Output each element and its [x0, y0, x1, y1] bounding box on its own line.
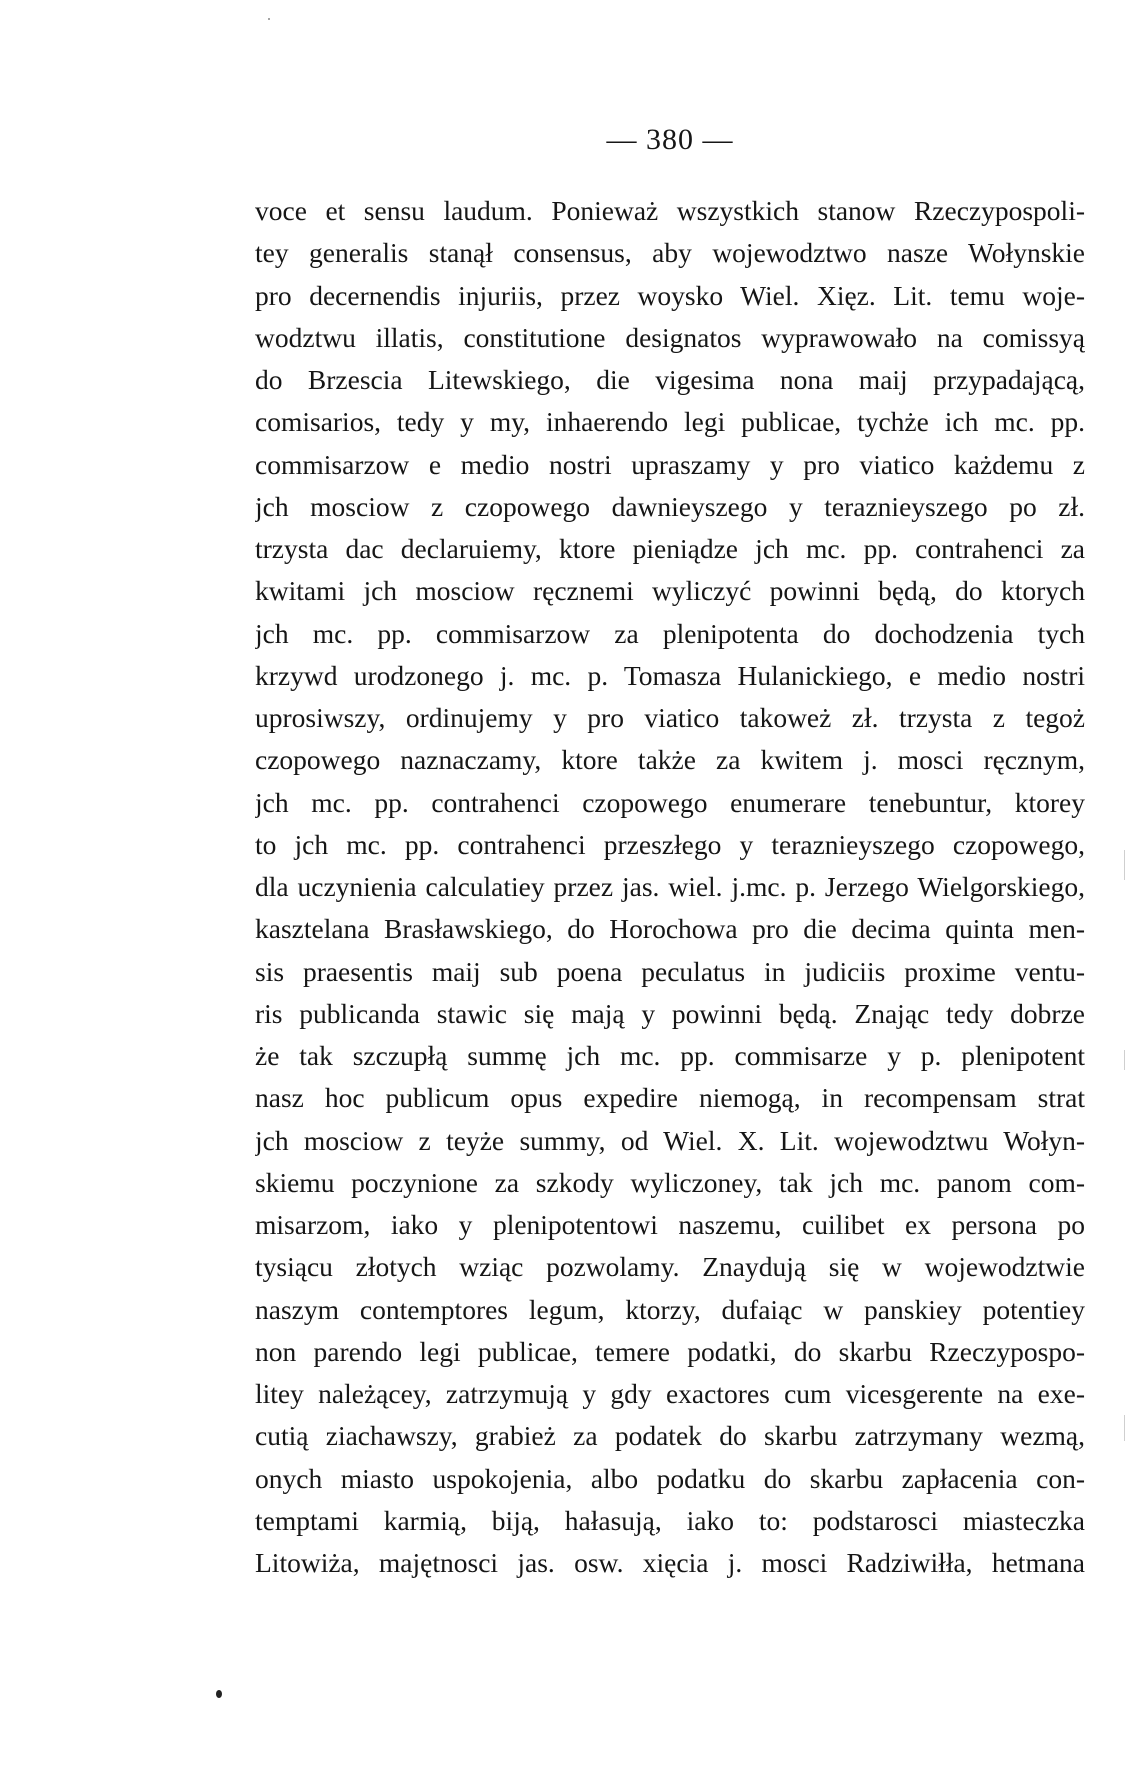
text-line: sis praesentis maij sub poena peculatus in judiciis proxime ventu- [255, 955, 1085, 987]
text-line: tysiącu złotych wziąc pozwolamy. Znaydują się w wojewodztwie [255, 1251, 1085, 1283]
text-line: uprosiwszy, ordinujemy y pro viatico takoweż zł. trzysta z tegoż [255, 702, 1085, 733]
scan-edge-mark [1124, 1050, 1125, 1070]
text-line: krzywd urodzonego j. mc. p. Tomasza Hulanickiego, e medio nostri [255, 659, 1085, 691]
text-line: do Brzescia Litewskiego, die vigesima nona maij przypadającą, [255, 364, 1085, 395]
text-line: temptami karmią, biją, hałasują, iako to: podstarosci miasteczka [255, 1504, 1085, 1536]
text-line: trzysta dac declaruiemy, ktore pieniądze jch mc. pp. contrahenci za [255, 533, 1085, 564]
text-line: kwitami jch mosciow ręcznemi wyliczyć powinni będą, do ktorych [255, 575, 1085, 607]
text-line: litey należącey, zatrzymują y gdy exactores cum vicesgerente na exe- [255, 1378, 1085, 1409]
text-line: Litowiża, majętnosci jas. osw. xięcia j. mosci Radziwiłła, hetmana [255, 1547, 1085, 1578]
text-line: jch mosciow z teyże summy, od Wiel. X. Lit. wojewodztwu Wołyn- [255, 1124, 1085, 1156]
text-line: wodztwu illatis, constitutione designatos wyprawowało na comissyą [255, 321, 1085, 353]
text-line: to jch mc. pp. contrahenci przeszłego y teraznieyszego czopowego, [255, 828, 1085, 860]
text-line: onych miasto uspokojenia, albo podatku do skarbu zapłacenia con- [255, 1462, 1085, 1494]
text-line: ris publicanda stawic się mają y powinni będą. Znając tedy dobrze [255, 997, 1085, 1029]
text-line: jch mosciow z czopowego dawnieyszego y teraznieyszego po zł. [255, 490, 1085, 522]
ink-speck [268, 18, 270, 20]
scan-edge-mark [1124, 850, 1125, 880]
text-line: non parendo legi publicae, temere podatki, do skarbu Rzeczypospo- [255, 1335, 1085, 1367]
body-text [255, 190, 1085, 1584]
text-line: że tak szczupłą summę jch mc. pp. commisarze y p. plenipotent [255, 1040, 1085, 1071]
text-line: skiemu poczynione za szkody wyliczoney, tak jch mc. panom com- [255, 1166, 1085, 1198]
text-line: tey generalis stanął consensus, aby wojewodztwo nasze Wołynskie [255, 237, 1085, 269]
page-number: — 380 — [606, 123, 734, 156]
text-line: dla uczynienia calculatiey przez jas. wiel. j.mc. p. Jerzego Wielgorskiego, [255, 871, 1085, 902]
text-line: pro decernendis injuriis, przez woysko Wiel. Xięz. Lit. temu woje- [255, 279, 1085, 311]
text-line: jch mc. pp. contrahenci czopowego enumerare tenebuntur, ktorey [255, 786, 1085, 818]
text-line: commisarzow e medio nostri upraszamy y pro viatico każdemu z [255, 448, 1085, 480]
ink-speck [216, 1690, 222, 1698]
text-line: czopowego naznaczamy, ktore także za kwitem j. mosci ręcznym, [255, 744, 1085, 776]
text-line: voce et sensu laudum. Ponieważ wszystkich stanow Rzeczypospoli- [255, 195, 1085, 226]
text-line: kasztelana Brasławskiego, do Horochowa pro die decima quinta men- [255, 913, 1085, 945]
text-line: jch mc. pp. commisarzow za plenipotenta do dochodzenia tych [255, 617, 1085, 649]
text-line: naszym contemptores legum, ktorzy, dufaiąc w panskiey potentiey [255, 1293, 1085, 1325]
text-line: misarzom, iako y plenipotentowi naszemu, cuilibet ex persona po [255, 1209, 1085, 1240]
scan-edge-mark [1124, 1415, 1125, 1441]
text-line: comisarios, tedy y my, inhaerendo legi publicae, tychże ich mc. pp. [255, 406, 1085, 438]
text-line: cutią ziachawszy, grabież za podatek do skarbu zatrzymany wezmą, [255, 1420, 1085, 1452]
text-line: nasz hoc publicum opus expedire niemogą, in recompensam strat [255, 1082, 1085, 1114]
